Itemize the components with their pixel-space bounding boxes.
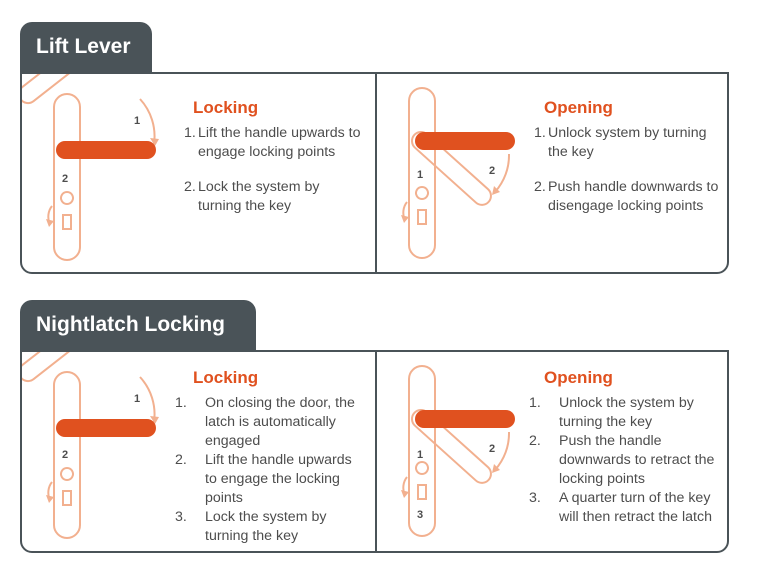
arc-label-1: 1 [134, 115, 141, 127]
arc-label-2: 2 [62, 449, 69, 461]
locking-heading: Locking [193, 368, 259, 387]
nightlatch-section [20, 300, 729, 553]
push-arrow-arc [495, 154, 509, 192]
lever-handle [56, 419, 156, 437]
handle-lift-up-diagram [22, 352, 182, 552]
opening-steps [534, 124, 719, 216]
push-arrow-arc [495, 432, 509, 470]
step-item: 2. Lift the handle upwards to engage the locking points [175, 452, 352, 506]
lift-lever-box [20, 72, 729, 274]
locking-steps [184, 124, 364, 216]
lift-arrow-arc [140, 377, 155, 422]
lift-lever-opening-panel [377, 74, 729, 272]
arc-label-2: 2 [489, 165, 496, 177]
handle-push-down-diagram [377, 74, 537, 274]
handle-lift-up-diagram [22, 74, 182, 274]
keyhole-outline [61, 468, 73, 505]
locking-steps [175, 394, 365, 546]
arc-label-2: 2 [62, 173, 69, 185]
step-item: 3. A quarter turn of the key will then retract the latch [529, 490, 712, 525]
arc-label-1: 1 [417, 449, 424, 461]
locking-heading: Locking [193, 98, 259, 117]
arc-label-1: 1 [417, 169, 424, 181]
arrow-head [401, 215, 409, 223]
step-item: 1. Unlock the system by turning the key [529, 395, 694, 430]
step-item: 1. Unlock system by turning the key [534, 125, 707, 160]
arc-label-3: 3 [417, 509, 424, 521]
opening-steps [529, 394, 721, 527]
arc-label-1: 1 [134, 393, 141, 405]
lever-handle [56, 141, 156, 159]
nightlatch-opening-panel [377, 352, 729, 551]
step-item: 2. Push the handle downwards to retract the locking points [529, 433, 715, 487]
lift-lever-locking-panel [22, 74, 375, 272]
arrow-head [401, 490, 409, 498]
opening-heading: Opening [544, 368, 613, 387]
raised-lever-outline [22, 352, 105, 385]
lift-lever-title: Lift Lever [20, 22, 152, 72]
lever-handle [415, 132, 515, 150]
lift-lever-section [20, 22, 729, 274]
step-item: 2. Lock the system by turning the key [184, 179, 320, 214]
keyhole-outline [61, 192, 73, 229]
step-item: 2. Push handle downwards to disengage locking points [534, 179, 719, 214]
arrow-head [46, 219, 54, 227]
arc-label-2: 2 [489, 443, 496, 455]
lever-handle [415, 410, 515, 428]
raised-lever-outline [22, 74, 105, 107]
keyhole-outline [416, 462, 428, 499]
nightlatch-box [20, 350, 729, 553]
keyhole-outline [416, 187, 428, 224]
step-item: 1. On closing the door, the latch is automatically engaged [175, 395, 355, 449]
nightlatch-title: Nightlatch Locking [20, 300, 256, 350]
step-item: 3. Lock the system by turning the key [175, 509, 327, 544]
arrow-head [46, 495, 54, 503]
lift-arrow-arc [140, 99, 155, 144]
nightlatch-locking-panel [22, 352, 375, 551]
handle-push-down-diagram [377, 352, 537, 552]
opening-heading: Opening [544, 98, 613, 117]
step-item: 1. Lift the handle upwards to engage locking points [184, 125, 361, 160]
